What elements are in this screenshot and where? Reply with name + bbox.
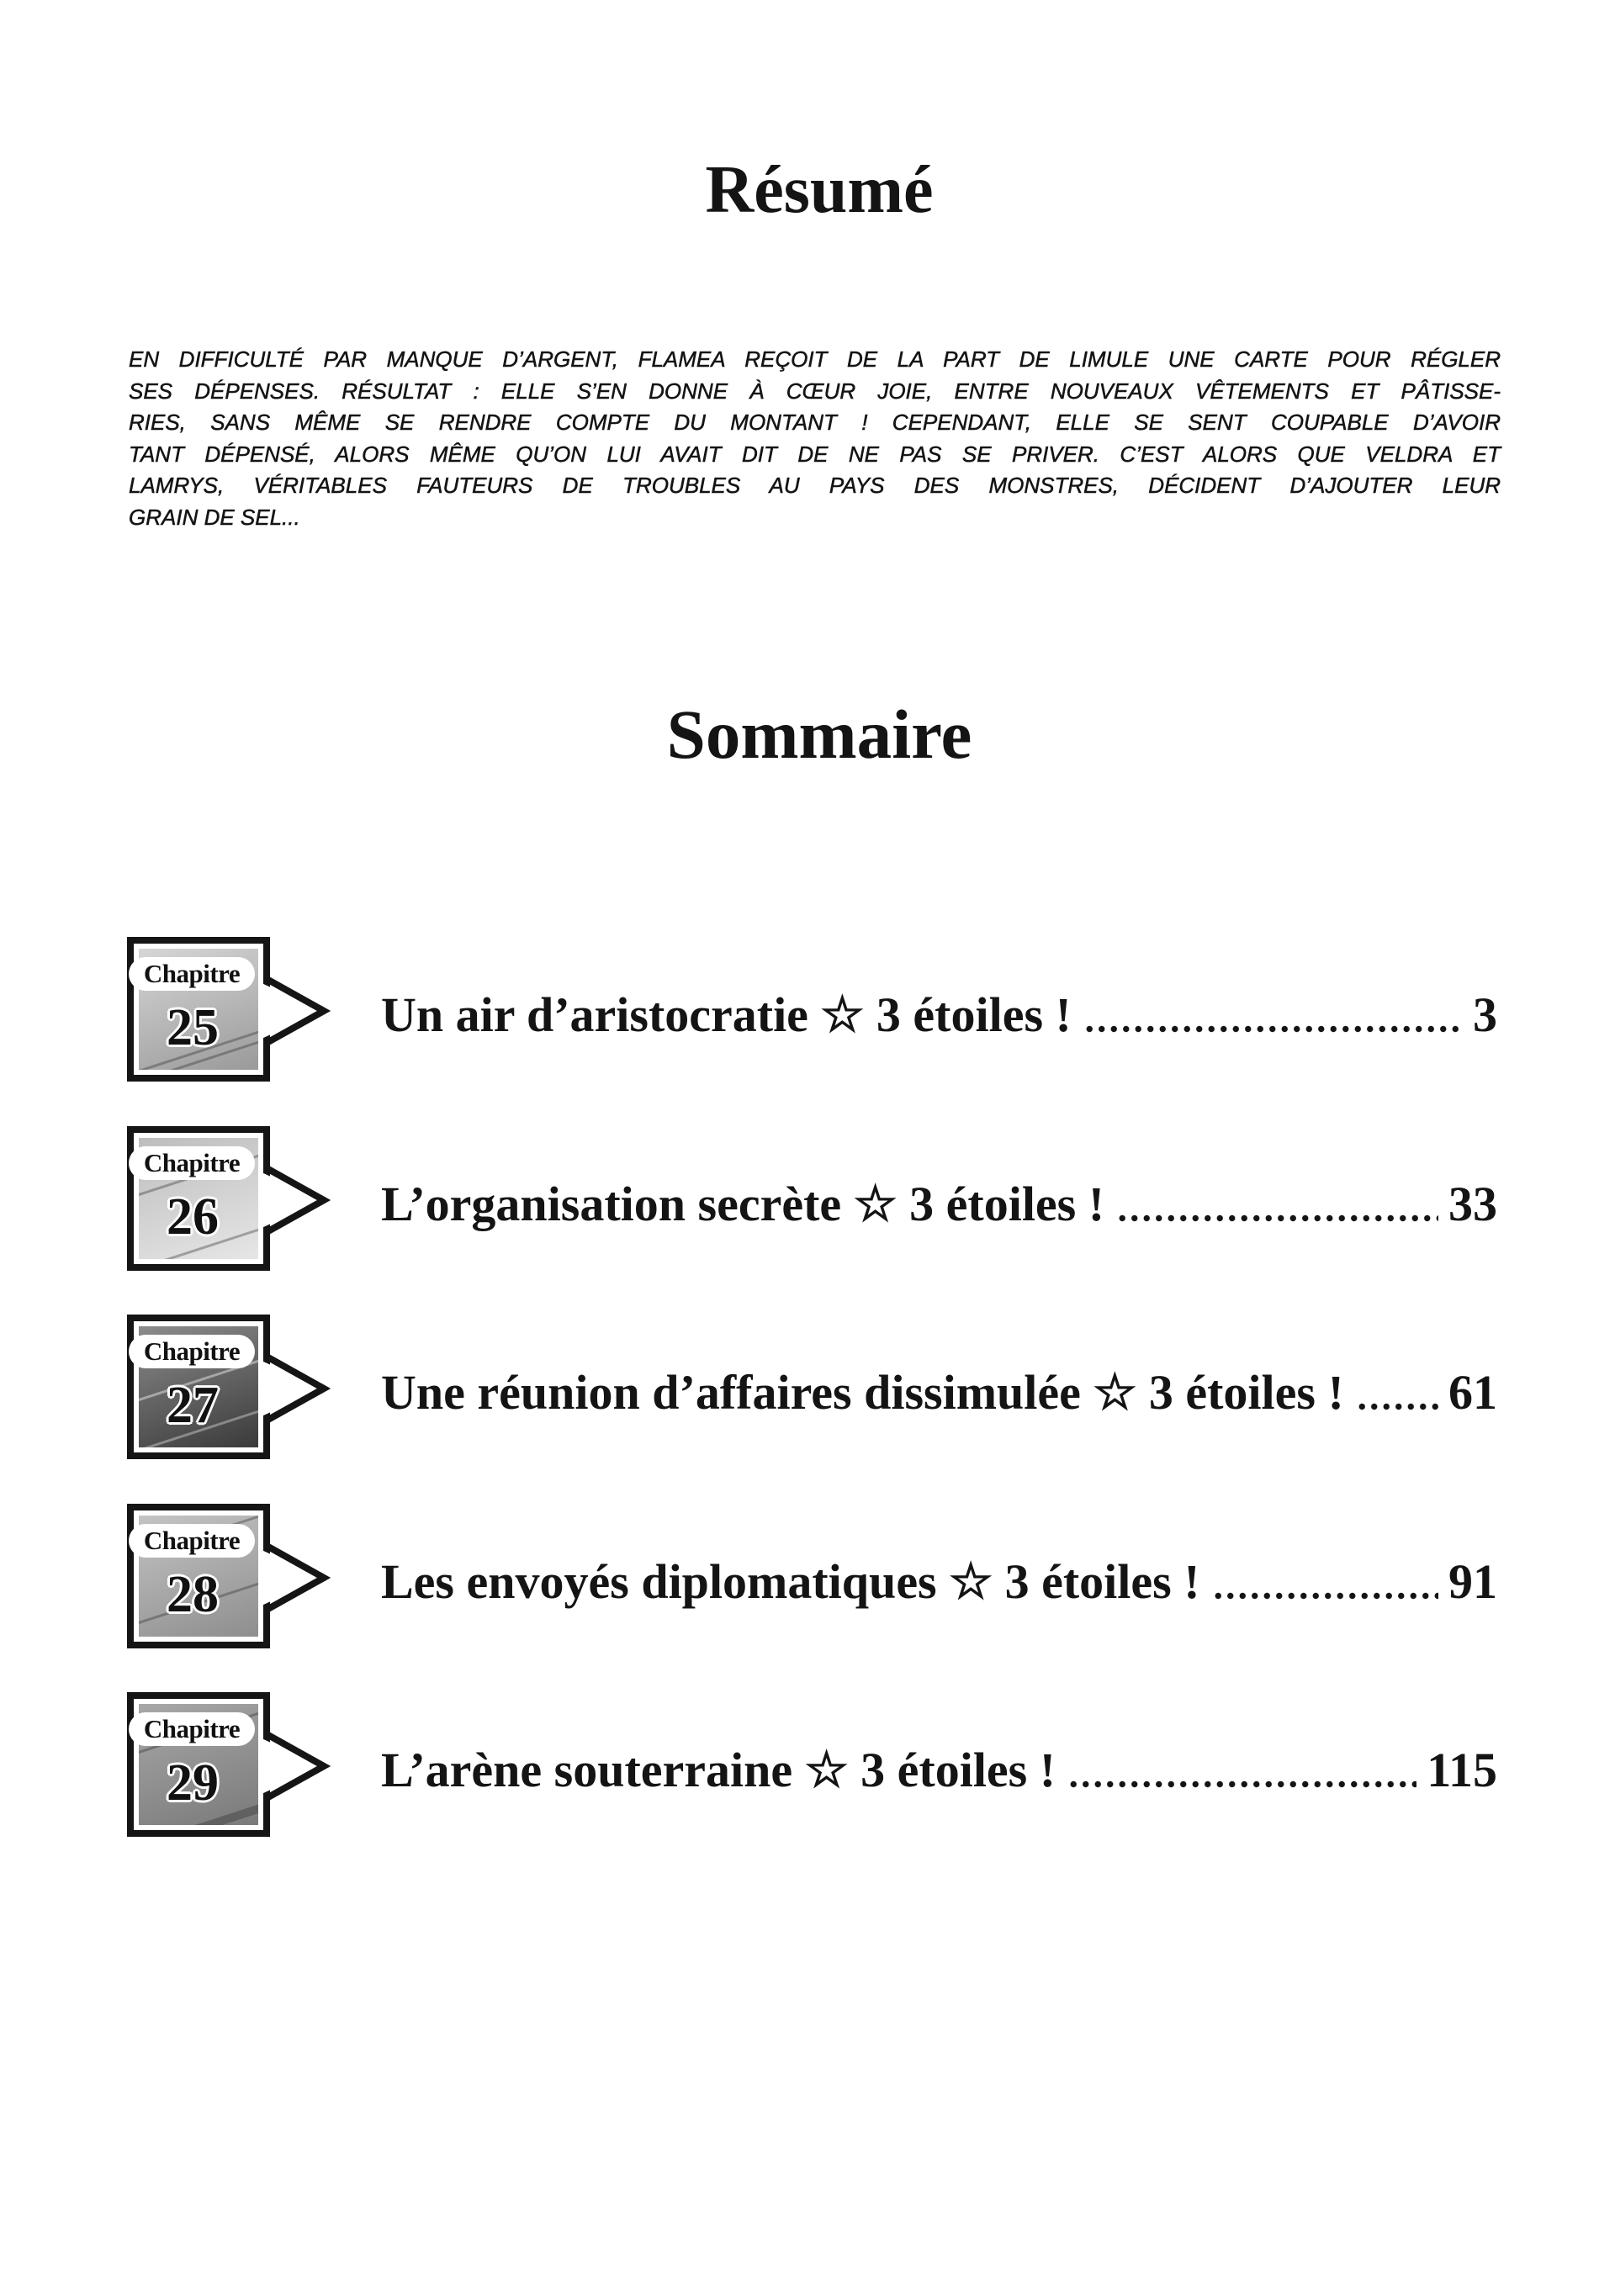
chapter-badge bbox=[127, 1692, 333, 1837]
chapter-badge-label: Chapitre bbox=[129, 1146, 255, 1180]
dot-leader bbox=[1116, 1214, 1438, 1222]
chapter-badge-number: 26 bbox=[167, 1188, 219, 1246]
chapter-badge bbox=[127, 1126, 333, 1271]
chapter-badge-label: Chapitre bbox=[129, 957, 255, 991]
resume-heading: Résumé bbox=[705, 153, 934, 227]
toc-link[interactable] bbox=[381, 1176, 1497, 1231]
resume-line: TANT DÉPENSÉ, ALORS MÊME QU’ON LUI AVAIT DIT DE NE PAS SE PRIVER. C’EST ALORS QUE VELDRA ET bbox=[129, 441, 1501, 467]
resume-line: EN DIFFICULTÉ PAR MANQUE D’ARGENT, FLAMEA REÇOIT DE LA PART DE LIMULE UNE CARTE POUR RÉGLER bbox=[129, 347, 1501, 372]
chapter-badge-number: 29 bbox=[167, 1754, 219, 1812]
chapter-title: L’arène souterraine ☆ 3 étoiles ! bbox=[381, 1743, 1056, 1797]
dot-leader bbox=[1083, 1025, 1463, 1033]
toc-entry bbox=[127, 937, 1497, 1082]
resume-paragraph bbox=[129, 344, 1501, 533]
chapter-page-number: 115 bbox=[1427, 1743, 1497, 1797]
chapter-title: Les envoyés diplomatiques ☆ 3 étoiles ! bbox=[381, 1553, 1200, 1609]
chapter-badge-number: 25 bbox=[167, 999, 219, 1056]
chapter-title: Une réunion d’affaires dissimulée ☆ 3 étoiles ! bbox=[381, 1365, 1344, 1420]
chapter-page-number: 61 bbox=[1448, 1365, 1497, 1420]
resume-line: GRAIN DE SEL... bbox=[129, 504, 300, 530]
toc-entry bbox=[127, 1126, 1497, 1271]
resume-line: RIES, SANS MÊME SE RENDRE COMPTE DU MONTANT ! CEPENDANT, ELLE SE SENT COUPABLE D’AVOIR bbox=[129, 410, 1501, 435]
chapter-badge bbox=[127, 1504, 333, 1648]
dot-leader bbox=[1212, 1592, 1438, 1600]
sommaire-heading: Sommaire bbox=[666, 696, 972, 773]
dot-leader bbox=[1356, 1403, 1438, 1410]
chapter-badge-label: Chapitre bbox=[129, 1524, 255, 1558]
chapter-page-number: 91 bbox=[1448, 1553, 1497, 1609]
resume-line: LAMRYS, VÉRITABLES FAUTEURS DE TROUBLES AU PAYS DES MONSTRES, DÉCIDENT D’AJOUTER LEUR bbox=[129, 473, 1501, 498]
chapter-page-number: 3 bbox=[1473, 987, 1497, 1042]
chapter-badge bbox=[127, 937, 333, 1082]
chapter-title: Un air d’aristocratie ☆ 3 étoiles ! bbox=[381, 987, 1072, 1042]
toc-link[interactable] bbox=[381, 1365, 1497, 1420]
toc-link[interactable] bbox=[381, 1553, 1497, 1609]
chapter-badge-label: Chapitre bbox=[129, 1335, 255, 1368]
table-of-contents bbox=[127, 937, 1497, 1881]
dot-leader bbox=[1067, 1780, 1416, 1788]
chapter-badge-label: Chapitre bbox=[129, 1712, 255, 1746]
chapter-title: L’organisation secrète ☆ 3 étoiles ! bbox=[381, 1176, 1105, 1231]
toc-entry bbox=[127, 1692, 1497, 1837]
chapter-badge-number: 27 bbox=[167, 1377, 219, 1434]
chapter-badge-number: 28 bbox=[167, 1565, 219, 1623]
toc-link[interactable] bbox=[381, 1743, 1497, 1797]
chapter-page-number: 33 bbox=[1448, 1176, 1497, 1231]
toc-entry bbox=[127, 1504, 1497, 1648]
resume-line: SES DÉPENSES. RÉSULTAT : ELLE S’EN DONNE À CŒUR JOIE, ENTRE NOUVEAUX VÊTEMENTS ET PÂTISSE- bbox=[129, 378, 1501, 404]
chapter-badge bbox=[127, 1315, 333, 1459]
toc-link[interactable] bbox=[381, 987, 1497, 1042]
toc-entry bbox=[127, 1315, 1497, 1459]
